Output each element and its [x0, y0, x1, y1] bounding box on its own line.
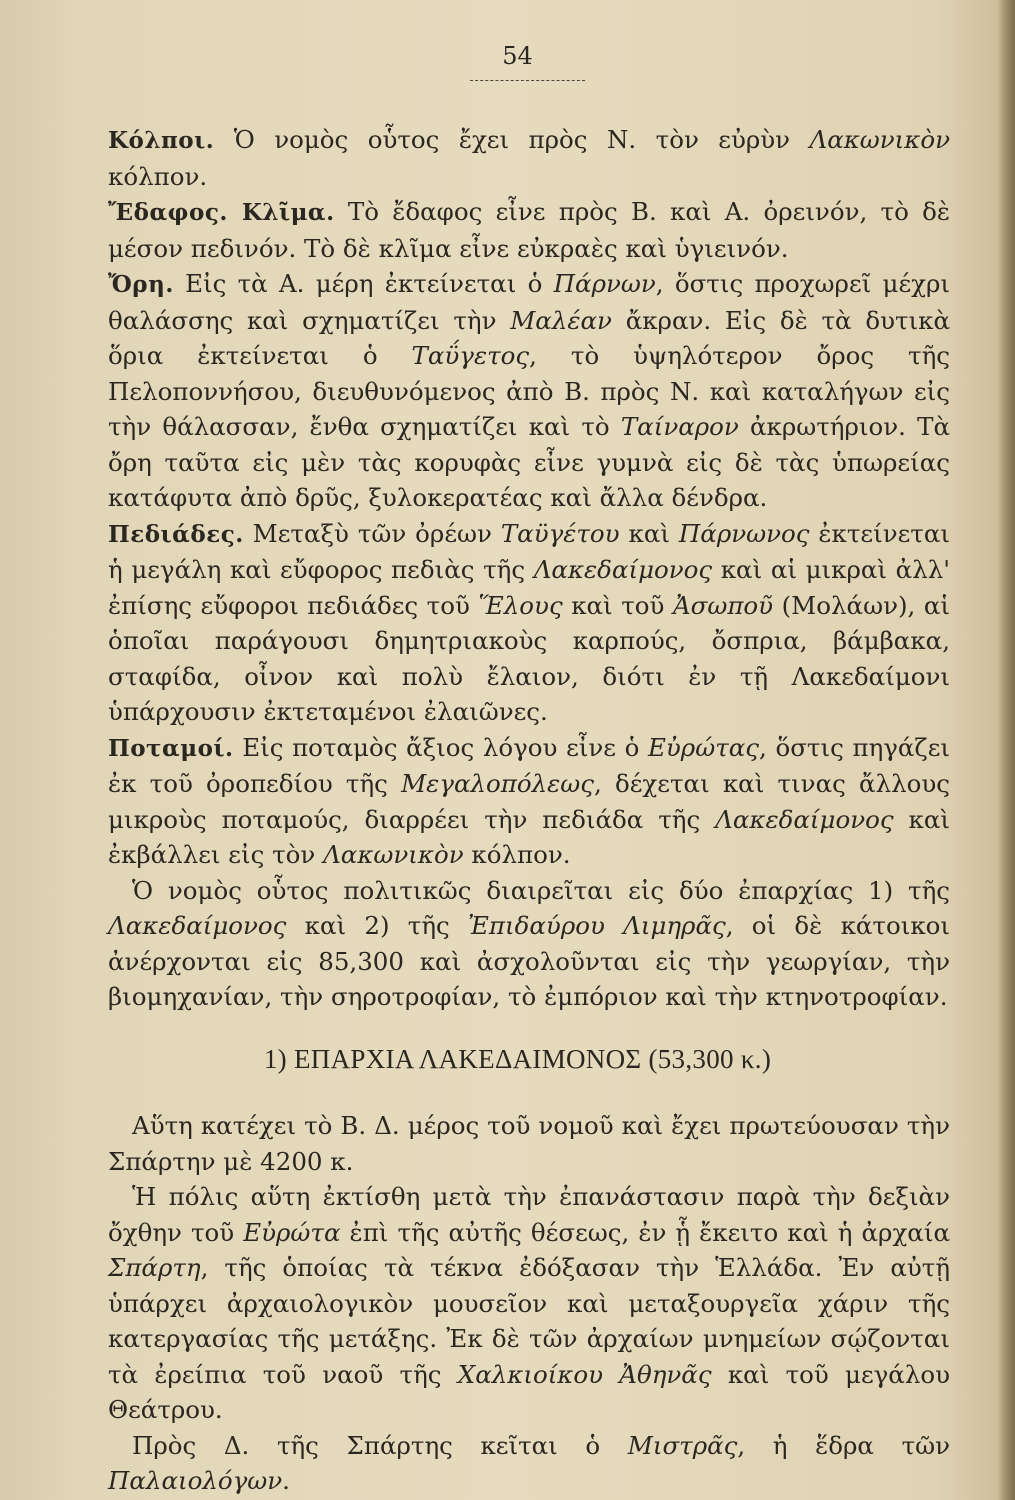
text-run: , δέχεται καὶ τινας ἄλλους μικροὺς ποταμούς, διαρρέει τὴν πεδιάδα τῆς: [108, 769, 950, 834]
paragraph-ori: [108, 266, 950, 516]
text-run: καὶ τοῦ: [562, 590, 673, 620]
text-run: , ὅστις πηγάζει ἐκ τοῦ ὀροπεδίου τῆς: [108, 732, 951, 798]
text-run: Ἡ πόλις αὕτη ἐκτίσθη μετὰ τὴν ἐπανάστασιν παρὰ τὴν δεξιὰν ὄχθην τοῦ: [108, 1182, 950, 1247]
text-run: Μεταξὺ τῶν ὀρέων: [243, 518, 501, 548]
text-run: ἐπὶ τῆς αὐτῆς θέσεως, ἐν ᾗ ἔκειτο καὶ ἡ ἀρχαία: [340, 1217, 950, 1247]
place-name: Πάρνων: [553, 269, 656, 298]
text-run: ἐκτείνεται ἡ μεγάλη καὶ εὔφορος πεδιὰς τῆς: [108, 518, 950, 584]
text-run: καὶ τοῦ μεγάλου Θεάτρου.: [108, 1359, 951, 1424]
text-run: , ὅστις προχωρεῖ μέχρι θαλάσσης καὶ σχηματίζει τὴν: [108, 269, 950, 335]
text-run: κόλπον.: [463, 840, 571, 869]
body-text-lower: [108, 1108, 950, 1499]
paragraph-dioikisi: [108, 873, 950, 1015]
text-run: κόλπον.: [108, 161, 208, 191]
paragraph-pediades: [108, 516, 950, 730]
text-run: , τῆς ὁποίας τὰ τέκνα ἐδόξασαν τὴν Ἑλλάδα. Ἐν αὐτῇ ὑπάρχει ἀρχαιολογικὸν μουσεῖον καὶ μεταξουργεῖα χάριν τῆς κατεργασίας τῆς μετάξης. Ἐκ δὲ τῶν ἀρχαίων μνημείων σῴζονται τὰ ἐρείπια τοῦ ναοῦ τῆς: [108, 1253, 950, 1389]
text-run: καὶ 2) τῆς: [286, 911, 469, 940]
place-name: Εὐρώτας: [648, 732, 760, 762]
heading-edafos: Ἔδαφος. Κλῖμα.: [108, 199, 335, 226]
place-name: Χαλκιοίκου Ἀθηνᾶς: [457, 1359, 712, 1389]
text-run: , ἡ ἕδρα τῶν: [737, 1430, 950, 1460]
text-run: καὶ αἱ μικραὶ ἀλλ' ἐπίσης εὔφοροι πεδιάδες τοῦ: [108, 555, 950, 620]
place-name: Ἕλους: [478, 590, 563, 620]
text-run: Πρὸς Δ. τῆς Σπάρτης κεῖται ὁ: [132, 1430, 628, 1460]
place-name: Εὐρώτα: [243, 1217, 341, 1247]
paragraph-sparti-3: [108, 1428, 950, 1499]
page-edge: [997, 0, 1015, 1500]
paragraph-kolpoi: [108, 122, 950, 194]
paragraph-sparti-2: [108, 1179, 950, 1428]
place-name: Ταίναρον: [620, 412, 739, 441]
place-name: Ἀσωποῦ: [672, 590, 774, 620]
text-run: Τὸ ἔδαφος εἶνε πρὸς Β. καὶ Α. ὀρεινόν, τὸ δὲ μέσον πεδινόν. Τὸ δὲ κλῖμα εἶνε εὐκραὲς καὶ ὑγιεινόν.: [108, 197, 950, 263]
page-number: 54: [502, 42, 533, 70]
text-run: καὶ: [619, 518, 679, 548]
heading-kolpoi: Κόλποι.: [108, 127, 215, 154]
text-run: , τὸ ὑψηλότερον ὄρος τῆς Πελοποννήσου, διευθυνόμενος ἀπὸ Β. πρὸς Ν. καὶ καταλήγων εἰς τὴν θάλασσαν, ἔνθα σχηματίζει καὶ τὸ: [108, 341, 950, 441]
place-name: Ταΰγετος: [411, 341, 530, 370]
paragraph-potamoi: [108, 730, 950, 873]
place-name: Σπάρτη: [108, 1253, 201, 1282]
place-name: Ταϋγέτου: [500, 518, 620, 548]
paragraph-sparti-1: Αὕτη κατέχει τὸ Β. Δ. μέρος τοῦ νομοῦ καὶ ἔχει πρωτεύουσαν τὴν Σπάρτην μὲ 4200 κ.: [108, 1111, 950, 1176]
place-name: Πάρνωνος: [678, 518, 810, 548]
text-run: καὶ ἐκβάλλει εἰς τὸν: [108, 804, 950, 869]
place-name: Λακωνικὸν: [809, 125, 950, 154]
place-name: Λακωνικὸν: [323, 840, 464, 869]
text-run: (Μολάων), αἱ ὁποῖαι παράγουσι δημητριακοὺς καρπούς, ὄσπρια, βάμβακα, σταφίδα, οἶνον καὶ πολὺ ἔλαιον, διότι ἐν τῇ Λακεδαίμονι ὑπάρχουσιν ἐκτεταμένοι ἐλαιῶνες.: [108, 590, 950, 726]
heading-pediades: Πεδιάδες.: [108, 520, 244, 548]
text-run: Εἰς τὰ Α. μέρη ἐκτείνεται ὁ: [173, 269, 554, 298]
heading-potamoi: Ποταμοί.: [108, 734, 234, 762]
place-name: Ἐπιδαύρου Λιμηρᾶς: [468, 911, 726, 940]
text-run: Ὁ νομὸς οὗτος πολιτικῶς διαιρεῖται εἰς δύο ἐπαρχίας 1) τῆς: [132, 875, 950, 905]
text-run: Ὁ νομὸς οὗτος ἔχει πρὸς Ν. τὸν εὐρὺν: [214, 125, 810, 154]
text-run: ἀκρωτήριον. Τὰ ὄρη ταῦτα εἰς μὲν τὰς κορυφὰς εἶνε γυμνὰ εἰς δὲ τὰς ὑπωρείας κατάφυτα ἀπὸ δρῦς, ξυλοκερατέας καὶ ἄλλα δένδρα.: [108, 412, 950, 512]
body-text-upper: [108, 122, 950, 1015]
heading-ori: Ὄρη.: [108, 271, 174, 298]
place-name: Μεγαλοπόλεως: [401, 769, 595, 798]
paragraph-edafos: [108, 194, 950, 266]
place-name: Λακεδαίμονος: [108, 911, 287, 940]
place-name: Λακεδαίμονος: [533, 555, 713, 584]
place-name: Μαλέαν: [510, 305, 612, 335]
place-name: Παλαιολόγων: [108, 1466, 283, 1495]
text-run: .: [282, 1466, 290, 1495]
place-name: Λακεδαίμονος: [715, 804, 894, 834]
place-name: Μιστρᾶς: [627, 1430, 738, 1460]
text-run: , οἱ δὲ κάτοικοι ἀνέρχονται εἰς 85,300 καὶ ἀσχολοῦνται εἰς τὴν γεωργίαν, τὴν βιομηχανίαν, τὴν σηροτροφίαν, τὸ ἐμπόριον καὶ τὴν κτηνοτροφίαν.: [108, 911, 951, 1011]
text-run: ἄκραν. Εἰς δὲ τὰ δυτικὰ ὅρια ἐκτείνεται ὁ: [108, 305, 950, 370]
section-title: 1) ΕΠΑΡΧΙΑ ΛΑΚΕΔΑΙΜΟΝΟΣ (53,300 κ.): [263, 1044, 772, 1074]
text-run: Εἰς ποταμὸς ἄξιος λόγου εἶνε ὁ: [233, 732, 649, 762]
header-rule: [470, 80, 585, 81]
